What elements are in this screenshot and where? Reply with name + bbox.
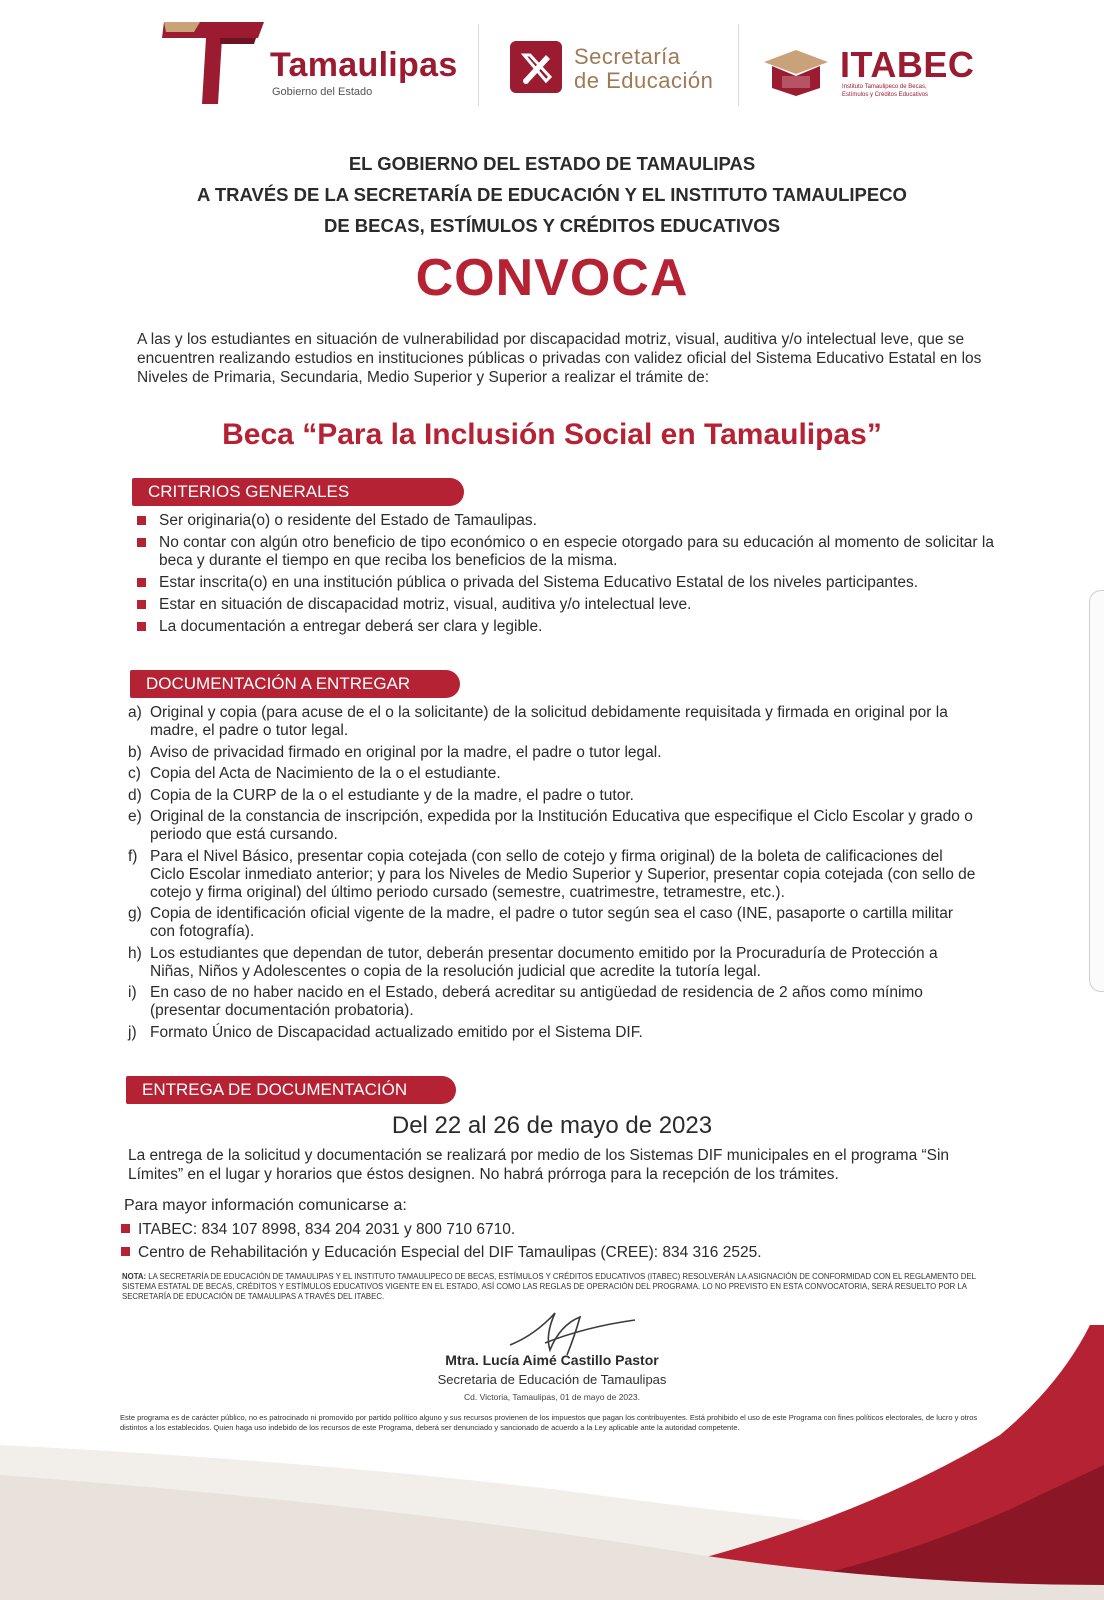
header-divider	[478, 24, 479, 106]
contact-item: ITABEC: 834 107 8998, 834 204 2031 y 800 710 6710.	[120, 1220, 1000, 1239]
intro-paragraph: A las y los estudiantes en situación de vulnerabilidad por discapacidad motriz, visual, auditiva y/o intelectual leve, que se encuentren realizando estudios en instituciones públicas o privadas con validez oficial del Sistema Educativo Estatal en los Niveles de Primaria, Secundaria, Medio Superior y Superior a realizar el trámite de:	[137, 331, 982, 386]
tamaulipas-name: Tamaulipas	[270, 46, 458, 84]
convoca-title: CONVOCA	[415, 249, 689, 307]
heading-line: EL GOBIERNO DEL ESTADO DE TAMAULIPAS	[348, 153, 756, 174]
itabec-name: ITABEC	[840, 44, 975, 85]
beca-title: Beca “Para la Inclusión Social en Tamaulipas”	[222, 418, 882, 451]
criterios-section-header: CRITERIOS GENERALES	[132, 478, 464, 506]
list-item: d) Copia de la CURP de la o el estudiante y de la madre, el padre o tutor.	[128, 786, 634, 804]
info-heading: Para mayor información comunicarse a:	[124, 1197, 407, 1214]
graduation-cap-icon	[760, 46, 832, 98]
secretaria-logo-icon	[510, 41, 562, 93]
square-bullet-icon	[137, 622, 146, 631]
list-item: Estar en situación de discapacidad motriz, visual, auditiva y/o intelectual leve.	[135, 596, 995, 614]
signer-name: Mtra. Lucía Aimé Castillo Pastor	[445, 1352, 659, 1368]
square-bullet-icon	[137, 538, 146, 547]
list-item: La documentación a entregar deberá ser clara y legible.	[135, 618, 995, 636]
nota-text: LA SECRETARÍA DE EDUCACIÓN DE TAMAULIPAS Y EL INSTITUTO TAMAULIPECO DE BECAS, ESTÍMULOS Y CRÉDITOS EDUCATIVOS (ITABEC) RESOLVERÁN LA ASIGNACIÓN DE CONFORMIDAD CON EL REGLAMENTO DEL SISTEMA ESTATAL DE BECAS, CRÉDITOS Y ESTÍMULOS EDUCATIVOS VIGENTE EN EL ESTADO, ASÍ COMO LAS REGLAS DE OPERACIÓN DEL PROGRAMA. LO NO PREVISTO EN ESTA CONVOCATORIA, SERÁ RESUELTO POR LA SECRETARÍA DE EDUCACIÓN DE TAMAULIPAS A TRAVÉS DEL ITABEC.	[122, 1272, 976, 1301]
list-item: a) Original y copia (para acuse de el o la solicitante) de la solicitud debidamente requisitada y firmada en original por la madre, el padre o tutor legal.	[128, 704, 948, 739]
square-bullet-icon	[121, 1247, 130, 1256]
heading-line: DE BECAS, ESTÍMULOS Y CRÉDITOS EDUCATIVOS	[323, 215, 781, 236]
square-bullet-icon	[137, 600, 146, 609]
square-bullet-icon	[121, 1224, 130, 1233]
nota-label: NOTA:	[122, 1272, 147, 1281]
itabec-subtitle: Estímulos y Créditos Educativos	[842, 92, 929, 98]
list-item: Estar inscrita(o) en una institución pública o privada del Sistema Educativo Estatal de los niveles participantes.	[135, 574, 995, 592]
header-logos	[160, 16, 990, 116]
contacts-list	[120, 1220, 1000, 1266]
legal-disclaimer: Este programa es de carácter público, no es patrocinado ni promovido por partido político alguno y sus recursos provienen de los impuestos que pagan los contribuyentes. Está prohibido el uso de este Programa con fines políticos electorales, de lucro y otros distintos a los establecidos. Quien haga uso indebido de los recursos de este Programa, deberá ser denunciado y sancionado de acuerdo a la Ley aplicable ante la autoridad competente.	[120, 1413, 978, 1432]
list-item: j) Formato Único de Discapacidad actualizado emitido por el Sistema DIF.	[128, 1023, 643, 1041]
documentacion-list	[128, 704, 978, 1045]
list-item: f) Para el Nivel Básico, presentar copia cotejada (con sello de cotejo y firma original) de la boleta de calificaciones del Ciclo Escolar inmediato anterior; y para los Niveles de Medio Superior y Superior, presentar copia cotejada (con sello de cotejo y firma original) del último periodo cursado (semestre, cuatrimestre, tetramestre, etc.).	[128, 847, 976, 901]
criterios-list	[135, 512, 995, 640]
scroll-handle[interactable]	[1089, 590, 1104, 992]
list-item: c) Copia del Acta de Nacimiento de la o el estudiante.	[128, 765, 501, 782]
list-item: i) En caso de no haber nacido en el Estado, deberá acreditar su antigüedad de residencia de 2 años como mínimo (presentar documentación probatoria).	[128, 984, 923, 1019]
list-item: g) Copia de identificación oficial vigente de la madre, el padre o tutor según sea el caso (INE, pasaporte o cartilla militar con fotografía).	[128, 905, 953, 940]
tamaulipas-subtitle: Gobierno del Estado	[272, 86, 373, 98]
list-item: No contar con algún otro beneficio de tipo económico o en especie otorgado para su educación al momento de solicitar la beca y durante el tiempo en que reciba los beneficios de la misma.	[135, 534, 995, 570]
documentacion-section-header: DOCUMENTACIÓN A ENTREGAR	[130, 670, 460, 698]
list-item: e) Original de la constancia de inscripción, expedida por la Institución Educativa que especifique el Ciclo Escolar y grado o periodo que está cursando.	[128, 808, 973, 843]
list-item: Ser originaria(o) o residente del Estado de Tamaulipas.	[135, 512, 995, 530]
secretaria-name-line2: de Educación	[574, 68, 714, 93]
header-divider	[738, 24, 739, 106]
tamaulipas-logo-icon	[160, 16, 270, 108]
entrega-paragraph: La entrega de la solicitud y documentación se realizará por medio de los Sistemas DIF municipales en el programa “Sin Límites” en el lugar y horarios que éstos designen. No habrá prórroga para la recepción de los trámites.	[128, 1147, 950, 1183]
secretaria-name-line1: Secretaría	[574, 44, 681, 69]
heading-line: A TRAVÉS DE LA SECRETARÍA DE EDUCACIÓN Y EL INSTITUTO TAMAULIPECO	[197, 184, 907, 205]
list-item: b) Aviso de privacidad firmado en original por la madre, el padre o tutor legal.	[128, 743, 662, 761]
signature-place-date: Cd. Victoria, Tamaulipas, 01 de mayo de 2023.	[464, 1392, 640, 1402]
entrega-date: Del 22 al 26 de mayo de 2023	[391, 1112, 713, 1139]
issuer-heading	[0, 148, 1104, 241]
square-bullet-icon	[137, 578, 146, 587]
signer-role: Secretaria de Educación de Tamaulipas	[437, 1372, 667, 1387]
contact-item: Centro de Rehabilitación y Educación Especial del DIF Tamaulipas (CREE): 834 316 2525.	[120, 1243, 1000, 1262]
list-item: h) Los estudiantes que dependan de tutor, deberán presentar documento emitido por la Procuraduría de Protección a Niñas, Niños y Adolescentes o copia de la resolución judicial que acredite la tutoría legal.	[128, 944, 938, 980]
itabec-subtitle: Instituto Tamaulipeco de Becas,	[842, 84, 927, 90]
entrega-section-header: ENTREGA DE DOCUMENTACIÓN	[126, 1076, 456, 1104]
square-bullet-icon	[137, 516, 146, 525]
